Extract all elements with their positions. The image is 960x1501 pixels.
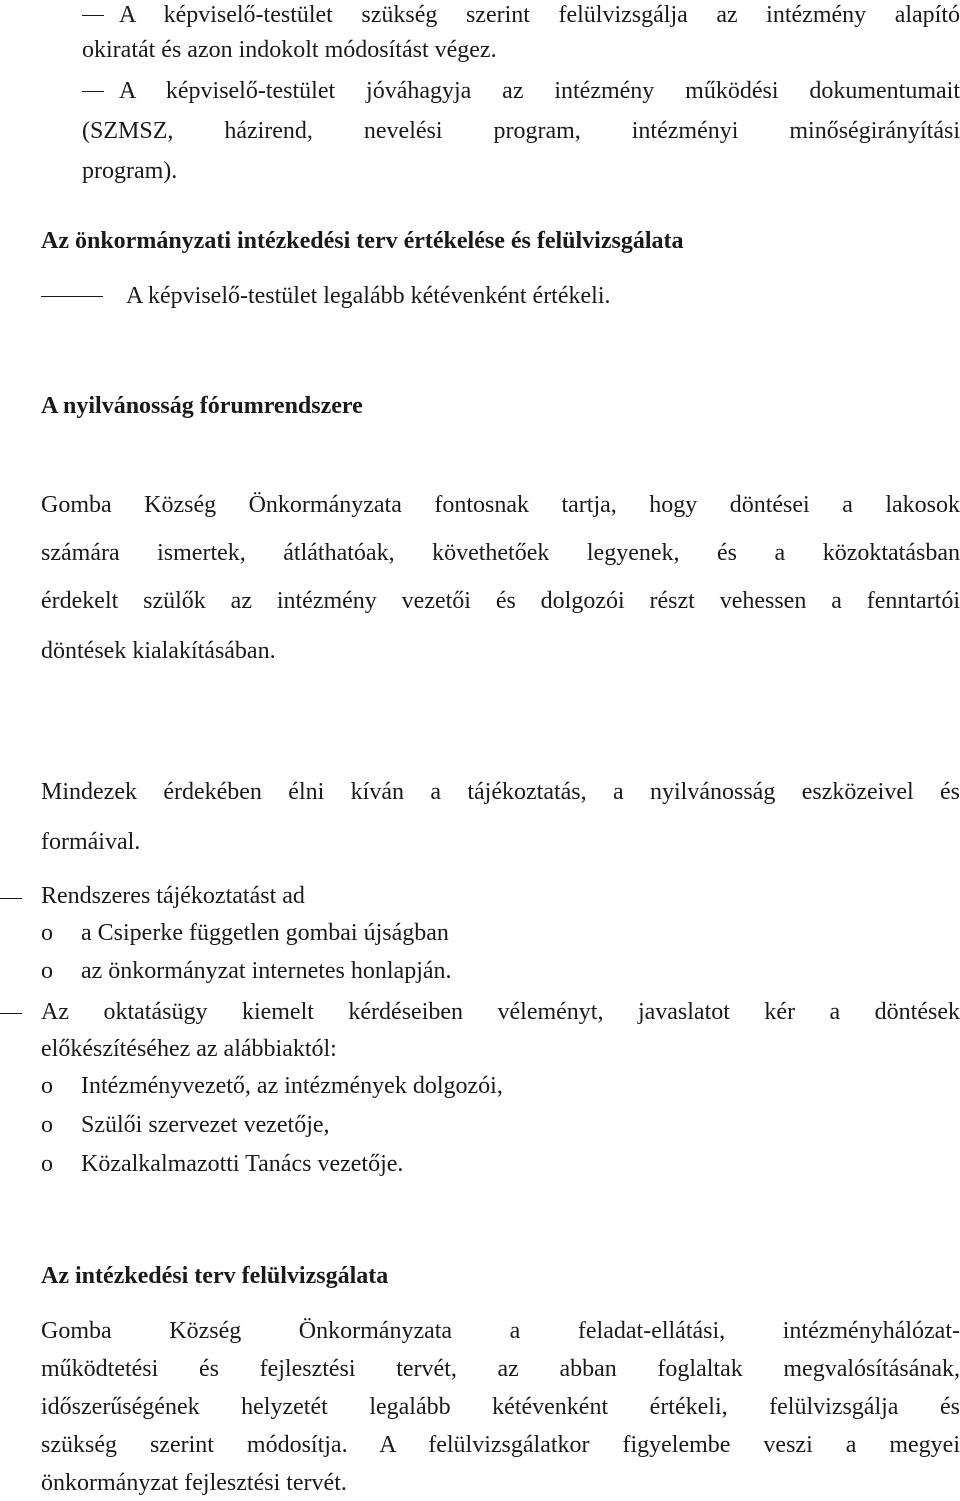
paragraph-line: Gomba Község Önkormányzata a feladat-ellátási, intézményhálózat- (41, 1318, 960, 1344)
list2-line2: előkészítéséhez az alábbiaktól: (41, 1036, 337, 1062)
paragraph-line: számára ismertek, átláthatóak, követhetőek legyenek, és a közoktatásban (41, 540, 960, 566)
paragraph-line: döntések kialakításában. (41, 638, 276, 664)
block1-item1-line2: okiratát és azon indokolt módosítást végez. (82, 37, 497, 63)
paragraph-line: Gomba Község Önkormányzata fontosnak tartja, hogy döntései a lakosok (41, 492, 960, 518)
circle-bullet-icon: o (41, 958, 53, 984)
list-item: Szülői szervezet vezetője, (81, 1112, 330, 1138)
list-item: az önkormányzat internetes honlapján. (81, 958, 452, 984)
paragraph-line: szükség szerint módosítja. A felülvizsgálatkor figyelembe veszi a megyei (41, 1432, 960, 1458)
circle-bullet-icon: o (41, 920, 53, 946)
list-item: Intézményvezető, az intézmények dolgozói, (81, 1073, 503, 1099)
paragraph-line: önkormányzat fejlesztési tervét. (41, 1470, 347, 1496)
list-item: a Csiperke független gombai újságban (81, 920, 449, 946)
section-heading: A nyilvánosság fórumrendszere (41, 393, 363, 419)
paragraph-line: érdekelt szülők az intézmény vezetői és dolgozói részt vehessen a fenntartói (41, 588, 960, 614)
block1-item1-line1: A képviselő-testület szükség szerint felülvizsgálja az intézmény alapító (119, 2, 960, 28)
circle-bullet-icon: o (41, 1112, 53, 1138)
list-item: Közalkalmazotti Tanács vezetője. (81, 1151, 404, 1177)
section1-item: A képviselő-testület legalább kétévenként értékeli. (126, 283, 611, 309)
paragraph-line: működtetési és fejlesztési tervét, az abban foglaltak megvalósításának, (41, 1356, 960, 1382)
dash-bullet (82, 15, 104, 16)
block1-item2-line3: program). (82, 158, 178, 184)
block1-item2-line2: (SZMSZ, házirend, nevelési program, intézményi minőségirányítási (82, 118, 960, 144)
circle-bullet-icon: o (41, 1151, 53, 1177)
paragraph-line: formáival. (41, 829, 141, 855)
dash-bullet (82, 91, 104, 92)
block1-item2-line1: A képviselő-testület jóváhagyja az intézmény működési dokumentumait (119, 78, 960, 104)
paragraph-line: Mindezek érdekében élni kíván a tájékoztatás, a nyilvánosság eszközeivel és (41, 779, 960, 805)
dash-bullet (0, 1013, 22, 1014)
dash-bullet (0, 898, 22, 899)
list1-label: Rendszeres tájékoztatást ad (41, 883, 305, 909)
dash-bullet (41, 296, 103, 297)
circle-bullet-icon: o (41, 1073, 53, 1099)
section-heading: Az intézkedési terv felülvizsgálata (41, 1263, 389, 1289)
paragraph-line: időszerűségének helyzetét legalább kétévenként értékeli, felülvizsgálja és (41, 1394, 960, 1420)
section-heading: Az önkormányzati intézkedési terv értékelése és felülvizsgálata (41, 228, 684, 254)
list2-line1: Az oktatásügy kiemelt kérdéseiben véleményt, javaslatot kér a döntések (41, 999, 960, 1025)
